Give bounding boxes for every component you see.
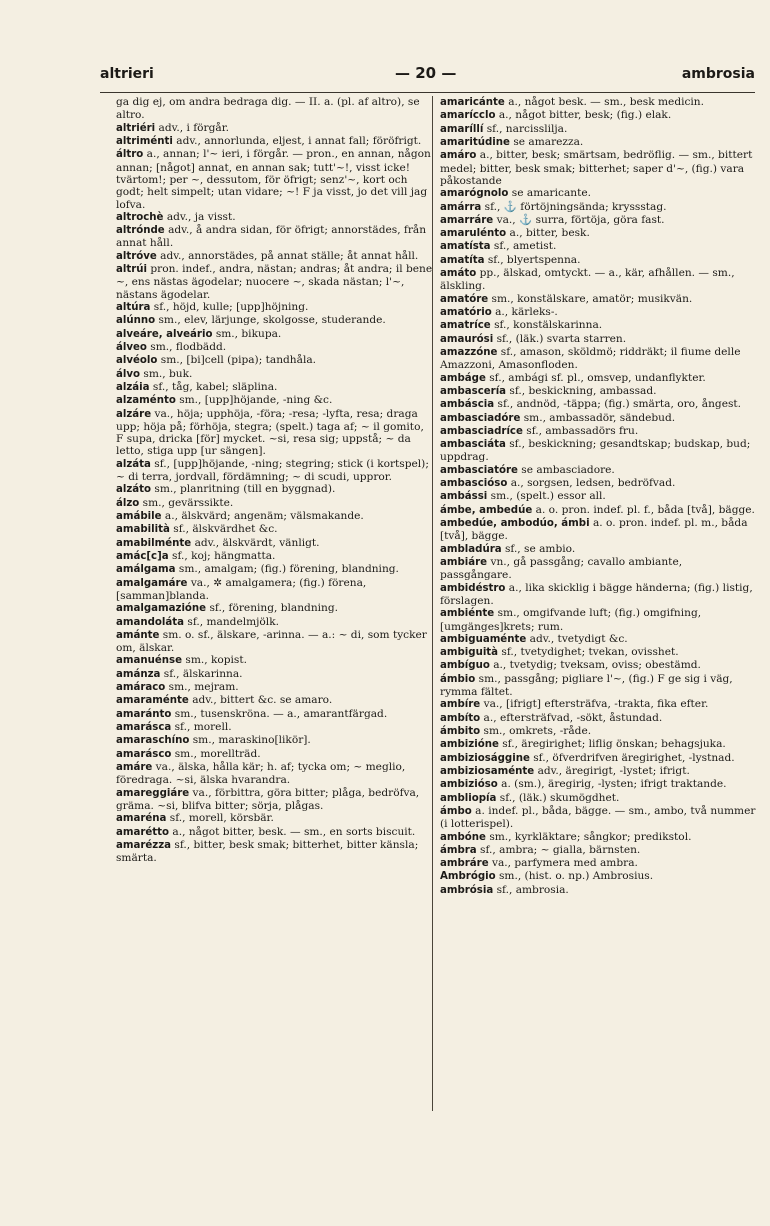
dictionary-entry	[440, 214, 756, 227]
entry-headword: amáto	[440, 268, 477, 280]
dictionary-entry	[440, 870, 756, 883]
entry-headword: ambíguo	[440, 660, 490, 672]
entry-headword: ámbra	[440, 844, 477, 856]
dictionary-entry	[116, 381, 434, 394]
left-column	[116, 96, 434, 864]
entry-definition: a. indef. pl., båda, bägge. — sm., ambo, två nummer (i lotterispel).	[440, 804, 756, 831]
entry-headword: amabilménte	[116, 537, 192, 549]
entry-headword: ambássi	[440, 491, 488, 503]
entry-headword: alúnno	[116, 315, 156, 327]
entry-headword: ambascería	[440, 385, 507, 397]
entry-headword: ambidéstro	[440, 582, 506, 594]
dictionary-entry	[440, 646, 756, 659]
entry-headword: ambíto	[440, 712, 481, 724]
entry-headword: amábile	[116, 511, 162, 522]
dictionary-entry	[440, 659, 756, 672]
entry-headword: ambáscia	[440, 399, 495, 411]
entry-definition: sm., kopist.	[182, 654, 247, 667]
entry-definition: sf., konstälskarinna.	[490, 319, 603, 332]
entry-headword: amaraschíno	[116, 735, 190, 747]
entry-definition: adv., tvetydigt &c.	[526, 632, 628, 645]
entry-headword: áltro	[116, 149, 144, 161]
dictionary-entry	[116, 341, 434, 354]
dictionary-entry	[440, 398, 756, 411]
dictionary-entry	[116, 523, 434, 536]
entry-definition: va., förbittra, göra bitter; plåga, bedröfva, gräma. ~si, blifva bitter; sörja, plågas.	[116, 786, 420, 812]
dictionary-entry	[440, 346, 756, 372]
entry-headword: ambrósia	[440, 884, 494, 896]
entry-definition: sf., ambra; ~ gialla, bärnsten.	[476, 843, 641, 856]
entry-headword: ambasciadríce	[440, 425, 523, 437]
right-column	[440, 96, 756, 897]
entry-headword: altróve	[116, 250, 157, 262]
entry-headword: amánte	[116, 629, 160, 641]
entry-headword: amarícclo	[440, 110, 496, 122]
dictionary-entry	[116, 761, 434, 787]
dictionary-entry	[440, 412, 756, 425]
entry-definition: sf., äregirighet; liflig önskan; behagsjuka.	[498, 738, 726, 751]
dictionary-entry	[440, 267, 756, 293]
entry-headword: ambáge	[440, 372, 486, 384]
entry-definition: sf., ambrosia.	[493, 883, 569, 896]
entry-headword: ambasciadóre	[440, 412, 521, 424]
dictionary-entry	[116, 301, 434, 314]
entry-definition: sf., älskvärdhet &c.	[169, 523, 278, 536]
entry-headword: altrúi	[116, 264, 148, 276]
entry-definition: adv., annorlunda, eljest, i annat fall; föröfrigt.	[172, 134, 422, 147]
entry-definition: a. (sm.), äregirig, -lysten; ifrigt traktande.	[497, 778, 727, 791]
entry-headword: ámbio	[440, 673, 476, 685]
dictionary-entry	[440, 187, 756, 200]
entry-definition: sf., ambági sf. pl., omsvep, undanflykter.	[485, 371, 706, 384]
entry-headword: amarásco	[116, 748, 172, 760]
dictionary-entry	[116, 616, 434, 629]
entry-definition: adv., bittert &c. se amaro.	[188, 694, 333, 707]
entry-headword: amác[c]a	[116, 550, 169, 562]
entry-headword: ambedúe, ambodúo, ámbi	[440, 518, 590, 529]
entry-definition: sm., kyrkläktare; sångkor; predikstol.	[485, 830, 692, 843]
dictionary-entry	[440, 490, 756, 503]
entry-headword: álvo	[116, 368, 141, 380]
entry-headword: ámbito	[440, 726, 481, 737]
dictionary-entry	[116, 550, 434, 563]
dictionary-entry	[440, 698, 756, 711]
entry-headword: amáraco	[116, 682, 166, 694]
dictionary-entry	[440, 293, 756, 306]
dictionary-entry	[440, 517, 756, 543]
dictionary-entry	[440, 844, 756, 857]
dictionary-entry	[440, 543, 756, 556]
entry-headword: amáro	[440, 150, 477, 162]
dictionary-entry	[440, 149, 756, 187]
entry-definition: sf., ambassadörs fru.	[522, 424, 639, 437]
dictionary-entry	[116, 314, 434, 327]
entry-headword: amandoláta	[116, 616, 185, 628]
entry-definition: sm., ambassadör, sändebud.	[520, 411, 676, 424]
dictionary-entry	[116, 135, 434, 148]
entry-definition: sm., omkrets, -råde.	[480, 725, 592, 737]
entry-definition: va., parfymera med ambra.	[488, 857, 638, 870]
entry-definition: a. o. pron. indef. pl. f., båda [två], bägge.	[532, 503, 755, 516]
page-number: — 20 —	[395, 64, 457, 82]
entry-headword: ambóne	[440, 831, 486, 843]
entry-definition: sm., morellträd.	[171, 747, 261, 760]
entry-definition: sm. o. sf., älskare, -arinna. — a.: ~ di, som tycker om, älskar.	[116, 628, 427, 655]
dictionary-entry	[116, 787, 434, 813]
entry-headword: amalgamazióne	[116, 603, 207, 615]
entry-definition: adv., å andra sidan, för öfrigt; annorstädes, från annat håll.	[116, 224, 427, 250]
entry-headword: alzaménto	[116, 395, 176, 407]
entry-headword: álveo	[116, 341, 147, 353]
dictionary-entry	[116, 826, 434, 839]
entry-definition: sf., morell, körsbär.	[166, 812, 274, 825]
entry-definition: se amarezza.	[509, 135, 584, 148]
dictionary-entry	[440, 333, 756, 346]
dictionary-entry	[116, 577, 434, 603]
entry-definition: ga dig ej, om andra bedraga dig. — II. a. (pl. af altro), se altro.	[116, 96, 420, 122]
entry-headword: ambiénte	[440, 608, 495, 620]
entry-definition: va., [ifrigt] eftersträfva, -trakta, fika efter.	[480, 698, 709, 711]
dictionary-entry	[440, 857, 756, 870]
entry-headword: amanuénse	[116, 655, 183, 667]
entry-headword: alzáta	[116, 458, 151, 470]
dictionary-entry	[440, 201, 756, 214]
entry-headword: alveáre, alveário	[116, 328, 213, 340]
dictionary-entry	[440, 712, 756, 725]
dictionary-entry	[440, 464, 756, 477]
entry-definition: va., ⚓ surra, förtöja, göra fast.	[493, 213, 665, 226]
entry-headword: amaurósi	[440, 333, 494, 345]
entry-headword: amatíta	[440, 254, 485, 266]
dictionary-entry	[440, 254, 756, 267]
dictionary-entry	[440, 504, 756, 517]
entry-headword: amatríce	[440, 320, 491, 332]
entry-definition: se ambasciadore.	[517, 463, 615, 476]
entry-definition: a., något besk. — sm., besk medicin.	[504, 96, 704, 108]
dictionary-entry	[440, 778, 756, 791]
header-last-word: ambrosia	[681, 66, 755, 82]
entry-definition: adv., annorstädes, på annat ställe; åt annat håll.	[156, 249, 419, 262]
column-divider	[432, 96, 433, 1111]
entry-headword: amárra	[440, 201, 482, 213]
dictionary-entry	[440, 738, 756, 751]
dictionary-entry	[116, 629, 434, 655]
dictionary-entry	[116, 602, 434, 615]
entry-definition: sf., beskickning; gesandtskap; budskap, bud; uppdrag.	[440, 438, 751, 464]
entry-headword: amabilità	[116, 524, 170, 536]
dictionary-entry	[440, 792, 756, 805]
dictionary-entry	[440, 109, 756, 122]
entry-definition: adv., äregirigt, -lystet; ifrigt.	[534, 764, 690, 777]
entry-definition: sm., passgång; pigliare l'~, (fig.) F ge sig i väg, rymma fältet.	[440, 672, 733, 699]
entry-headword: ambíre	[440, 699, 481, 711]
dictionary-entry	[116, 812, 434, 825]
dictionary-entry	[440, 136, 756, 149]
dictionary-entry	[116, 122, 434, 135]
dictionary-entry	[440, 633, 756, 646]
dictionary-entry	[440, 884, 756, 897]
entry-headword: amaránto	[116, 708, 172, 720]
dictionary-entry	[440, 227, 756, 240]
dictionary-entry	[116, 510, 434, 523]
entry-headword: ambladúra	[440, 543, 502, 555]
entry-headword: altrochè	[116, 211, 164, 223]
dictionary-entry	[440, 385, 756, 398]
dictionary-entry	[116, 368, 434, 381]
entry-headword: alzáre	[116, 408, 152, 420]
entry-definition: sm., [bi]cell (pipa); tandhåla.	[157, 354, 317, 367]
entry-headword: álzo	[116, 497, 140, 509]
dictionary-entry	[116, 458, 434, 484]
entry-definition: va., ✲ amalgamera; (fig.) förena, [samman]blanda.	[116, 576, 367, 602]
dictionary-entry	[116, 328, 434, 341]
entry-definition: sm., (hist. o. np.) Ambrosius.	[495, 870, 654, 883]
entry-definition: sf., blyertspenna.	[484, 253, 581, 266]
dictionary-entry	[440, 752, 756, 765]
dictionary-entry	[440, 319, 756, 332]
entry-definition: sf., älskarinna.	[160, 667, 243, 680]
dictionary-entry	[116, 839, 434, 865]
entry-definition: a., annan; l'~ ieri, i förgår. — pron., en annan, någon annan; [något] annat, en annan sak; tutt'~!, visst icke! tvärtom!; per ~, dessutom, för öfrigt; senz'~, kort och godt; helt simpelt; utan vidare; ~! F ja visst, jo det vill jag lofva.	[116, 148, 431, 211]
entry-headword: Ambrógio	[440, 871, 496, 883]
dictionary-entry	[116, 250, 434, 263]
dictionary-entry	[440, 438, 756, 464]
dictionary-entry	[440, 306, 756, 319]
entry-headword: ambráre	[440, 858, 489, 870]
entry-headword: ambiziosággine	[440, 752, 530, 764]
entry-definition: sm., konstälskare, amatör; musikvän.	[488, 292, 693, 305]
dictionary-entry	[440, 831, 756, 844]
entry-definition: sf., mandelmjölk.	[184, 615, 279, 628]
entry-definition: sf., tåg, kabel; släplina.	[149, 380, 278, 393]
entry-headword: ambascióso	[440, 478, 508, 490]
dictionary-entry	[116, 497, 434, 510]
entry-headword: amarásca	[116, 722, 172, 733]
entry-headword: alvéolo	[116, 355, 158, 367]
entry-definition: a., sorgsen, ledsen, bedröfvad.	[507, 477, 676, 490]
entry-headword: ambiáre	[440, 556, 488, 568]
dictionary-entry	[116, 654, 434, 667]
entry-headword: ambliopía	[440, 792, 497, 804]
dictionary-entry	[440, 765, 756, 778]
header-rule	[100, 92, 755, 93]
entry-definition: sf., [upp]höjande, -ning; stegring; stick (i kortspel); ~ di terra, jordvall, fördämning; ~ di scudi, uppror.	[116, 457, 429, 484]
entry-definition: va., älska, hålla kär; h. af; tycka om; ~ meglio, föredraga. ~si, älska hvarandra.	[116, 760, 406, 787]
entry-definition: sm., [upp]höjande, -ning &c.	[175, 394, 333, 407]
dictionary-entry	[116, 263, 434, 301]
dictionary-entry	[440, 673, 756, 699]
entry-definition: sf., ⚓ förtöjningsända; kryssstag.	[481, 200, 667, 213]
entry-headword: ambiguità	[440, 647, 499, 659]
entry-definition: sf., öfverdrifven äregirighet, -lystnad.	[529, 751, 735, 764]
entry-definition: a., något bitter, besk. — sm., en sorts biscuit.	[169, 825, 416, 838]
entry-headword: amarézza	[116, 839, 172, 851]
entry-headword: amazzóne	[440, 346, 498, 358]
entry-definition: sf., (läk.) svarta starren.	[493, 332, 627, 345]
dictionary-entry	[440, 556, 756, 582]
entry-definition: sf., koj; hängmatta.	[168, 549, 276, 562]
entry-definition: pron. indef., andra, nästan; andras; åt andra; il bene ~, ens nästas ägodelar; nuocere ~, skada nästan; l'~, nästans ägodelar.	[116, 263, 433, 301]
entry-headword: altriéri	[116, 122, 156, 134]
dictionary-entry	[116, 394, 434, 407]
entry-definition: sf., bitter, besk smak; bitterhet, bitter känsla; smärta.	[116, 838, 419, 865]
entry-definition: a., älskvärd; angenäm; välsmakande.	[161, 510, 364, 522]
dictionary-entry	[116, 694, 434, 707]
entry-definition: sf., amason, sköldmö; riddräkt; il fiume delle Amazzoni, Amasonfloden.	[440, 345, 741, 372]
dictionary-entry	[116, 408, 434, 458]
entry-definition: sf., morell.	[171, 721, 232, 733]
entry-definition: adv., älskvärdt, vänligt.	[191, 536, 320, 549]
entry-headword: amaréna	[116, 813, 167, 825]
entry-headword: amarétto	[116, 826, 170, 838]
entry-definition: sm., planritning (till en byggnad).	[151, 483, 336, 496]
entry-definition: a., något bitter, besk; (fig.) elak.	[495, 109, 672, 122]
dictionary-entry	[116, 708, 434, 721]
dictionary-entry	[116, 211, 434, 224]
entry-headword: ambasciáta	[440, 439, 506, 451]
entry-definition: sm., maraskino[likör].	[189, 734, 311, 747]
entry-definition: sf., andnöd, -täppa; (fig.) smärta, oro, ångest.	[494, 398, 742, 411]
entry-definition: sf., beskickning, ambassad.	[506, 384, 657, 397]
entry-definition: a., bitter, besk.	[506, 227, 590, 240]
dictionary-entry	[116, 563, 434, 576]
entry-headword: altúra	[116, 302, 151, 313]
entry-headword: alzáia	[116, 381, 150, 393]
dictionary-entry	[440, 372, 756, 385]
entry-definition: a., tvetydig; tveksam, oviss; obestämd.	[489, 659, 701, 672]
entry-headword: amatísta	[440, 241, 491, 253]
dictionary-entry	[440, 582, 756, 608]
entry-headword: amaraménte	[116, 695, 189, 707]
dictionary-entry	[440, 425, 756, 438]
entry-headword: alzáto	[116, 484, 152, 496]
dictionary-entry	[116, 721, 434, 734]
entry-headword: ambiziosaménte	[440, 765, 535, 777]
dictionary-entry	[440, 805, 756, 831]
entry-headword: amatóre	[440, 293, 489, 305]
entry-headword: amarógnolo	[440, 188, 509, 200]
dictionary-entry	[116, 748, 434, 761]
entry-definition: sm., flodbädd.	[146, 340, 227, 353]
dictionary-entry	[116, 681, 434, 694]
entry-definition: a., eftersträfvad, -sökt, åstundad.	[480, 711, 663, 724]
entry-definition: sm., amalgam; (fig.) förening, blandning.	[175, 563, 399, 576]
dictionary-entry	[440, 477, 756, 490]
entry-definition: sm., bikupa.	[212, 327, 282, 340]
entry-definition: sm., mejram.	[165, 681, 239, 694]
entry-headword: ambiguaménte	[440, 633, 527, 645]
dictionary-entry	[440, 96, 756, 109]
dictionary-entry	[116, 224, 434, 250]
entry-definition: vn., gå passgång; cavallo ambiante, passgångare.	[440, 555, 683, 582]
dictionary-entry	[440, 607, 756, 633]
dictionary-entry	[440, 123, 756, 136]
dictionary-entry	[116, 537, 434, 550]
entry-headword: amánza	[116, 668, 161, 680]
entry-headword: ambizióso	[440, 779, 498, 791]
entry-definition: sf., förening, blandning.	[206, 602, 339, 615]
dictionary-entry	[440, 240, 756, 253]
entry-headword: ámbe, ambedúe	[440, 504, 533, 516]
entry-definition: sf., (läk.) skumögdhet.	[496, 791, 620, 804]
dictionary-entry	[440, 725, 756, 738]
page-header	[100, 64, 755, 88]
entry-definition: sm., buk.	[140, 367, 193, 380]
entry-definition: a. o. pron. indef. pl. m., båda [två], bägge.	[440, 517, 748, 543]
entry-definition: a., lika skicklig i bägge händerna; (fig.) listig, förslagen.	[440, 581, 753, 607]
entry-headword: amaricánte	[440, 97, 505, 108]
entry-definition: pp., älskad, omtyckt. — a., kär, afhållen. — sm., älskling.	[440, 267, 735, 293]
dictionary-entry	[116, 668, 434, 681]
entry-headword: amareggiáre	[116, 787, 190, 799]
entry-headword: ambizióne	[440, 739, 499, 751]
entry-headword: amarráre	[440, 214, 494, 226]
entry-headword: altriménti	[116, 135, 173, 147]
entry-definition: sf., se ambio.	[501, 542, 576, 555]
dictionary-entry	[116, 483, 434, 496]
entry-headword: amaríllí	[440, 123, 484, 135]
entry-headword: ambasciatóre	[440, 464, 518, 476]
entry-definition: sf., narcisslilja.	[483, 122, 568, 135]
entry-definition: va., höja; upphöja, -föra; -resa; -lyfta, resa; draga upp; höja på; förhöja, stegra; (spelt.) taga af; ~ il gomito, F supa, dricka [för] mycket. ~si, resa sig; uppstå; ~ da letto, stiga upp [ur sängen].	[116, 407, 424, 458]
entry-definition: sm., gevärssikte.	[139, 496, 234, 509]
dictionary-entry	[116, 96, 434, 122]
entry-definition: sf., ametist.	[490, 240, 557, 253]
entry-headword: amatório	[440, 307, 492, 318]
entry-definition: a., kärleks-.	[491, 306, 558, 318]
entry-definition: sm., tusenskröna. — a., amarantfärgad.	[171, 707, 388, 720]
entry-definition: sm., omgifvande luft; (fig.) omgifning, [umgänges]krets; rum.	[440, 607, 702, 633]
entry-headword: amalgamáre	[116, 577, 188, 589]
entry-headword: amáre	[116, 761, 153, 773]
entry-definition: sf., tvetydighet; tvekan, ovisshet.	[498, 646, 679, 659]
entry-definition: sm., elev, lärjunge, skolgosse, studerande.	[155, 314, 386, 327]
dictionary-entry	[116, 148, 434, 211]
header-first-word: altrieri	[100, 66, 154, 82]
entry-definition: sf., höjd, kulle; [upp]höjning.	[150, 301, 309, 313]
entry-headword: amarulénto	[440, 228, 507, 240]
entry-headword: amálgama	[116, 564, 176, 576]
entry-headword: amaritúdine	[440, 136, 510, 148]
entry-definition: se amaricante.	[508, 187, 591, 200]
entry-definition: a., bitter, besk; smärtsam, bedröflig. — sm., bittert medel; bitter, besk smak; bitterhet; saper d'~, (fig.) vara påkostande	[440, 149, 753, 187]
entry-headword: ámbo	[440, 805, 472, 817]
dictionary-entry	[116, 354, 434, 367]
entry-definition: adv., ja visst.	[163, 210, 236, 223]
entry-definition: sm., (spelt.) essor all.	[487, 490, 606, 503]
entry-headword: altrónde	[116, 225, 165, 237]
entry-definition: adv., i förgår.	[155, 121, 229, 134]
dictionary-entry	[116, 734, 434, 747]
